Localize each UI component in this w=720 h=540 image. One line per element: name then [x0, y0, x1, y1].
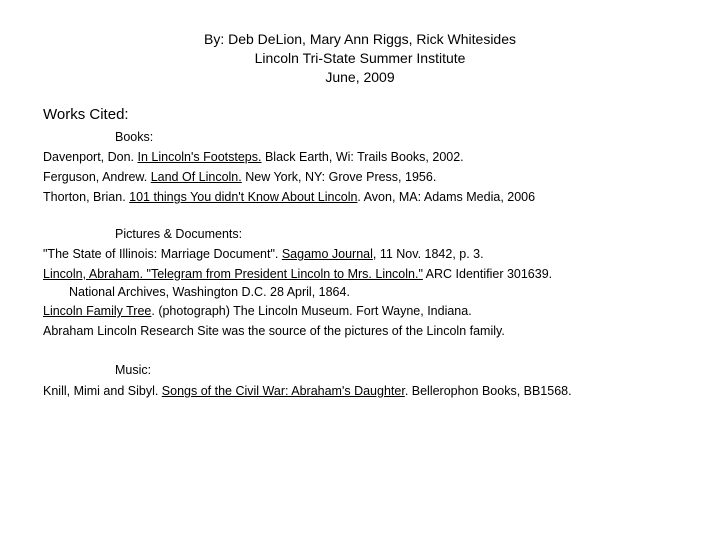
citation-entry: Thorton, Brian. 101 things You didn't Know About Lincoln. Avon, MA: Adams Media, 2006	[43, 190, 536, 204]
citation-entry: Ferguson, Andrew. Land Of Lincoln. New York, NY: Grove Press, 1956.	[43, 170, 437, 184]
citation-title: 101 things You didn't Know About Lincoln	[129, 190, 358, 204]
date-line: June, 2009	[325, 69, 395, 85]
citation-entry: "The State of Illinois: Marriage Document". Sagamo Journal, 11 Nov. 1842, p. 3.	[43, 247, 484, 261]
citation-title: Land Of Lincoln.	[150, 170, 242, 184]
citation-title: Songs of the Civil War: Abraham's Daughter	[161, 384, 405, 398]
citation-title: Sagamo Journal	[281, 247, 373, 261]
citation-entry: Lincoln Family Tree. (photograph) The Lincoln Museum. Fort Wayne, Indiana.	[43, 304, 472, 318]
citation-title: Lincoln Family Tree	[43, 304, 152, 318]
citation-entry: Knill, Mimi and Sibyl. Songs of the Civil War: Abraham's Daughter. Bellerophon Books, BB1568.	[43, 384, 572, 398]
citation-entry: Abraham Lincoln Research Site was the source of the pictures of the Lincoln family.	[43, 324, 505, 338]
citation-title: Lincoln, Abraham. "Telegram from President Lincoln to Mrs. Lincoln."	[43, 267, 423, 281]
citation-continuation: National Archives, Washington D.C. 28 April, 1864.	[69, 285, 350, 299]
music-label: Music:	[115, 363, 152, 377]
books-label: Books:	[115, 130, 154, 144]
works-cited-heading: Works Cited:	[43, 106, 129, 123]
authors-line: By: Deb DeLion, Mary Ann Riggs, Rick Whitesides	[203, 31, 516, 47]
document-header	[0, 30, 720, 87]
citation-title: In Lincoln's Footsteps.	[137, 150, 262, 164]
citation-entry: Lincoln, Abraham. "Telegram from President Lincoln to Mrs. Lincoln." ARC Identifier 301639.	[43, 267, 553, 281]
institute-line: Lincoln Tri-State Summer Institute	[254, 50, 466, 66]
citation-entry: Davenport, Don. In Lincoln's Footsteps. Black Earth, Wi: Trails Books, 2002.	[43, 150, 464, 164]
pictures-documents-label: Pictures & Documents:	[115, 227, 243, 241]
